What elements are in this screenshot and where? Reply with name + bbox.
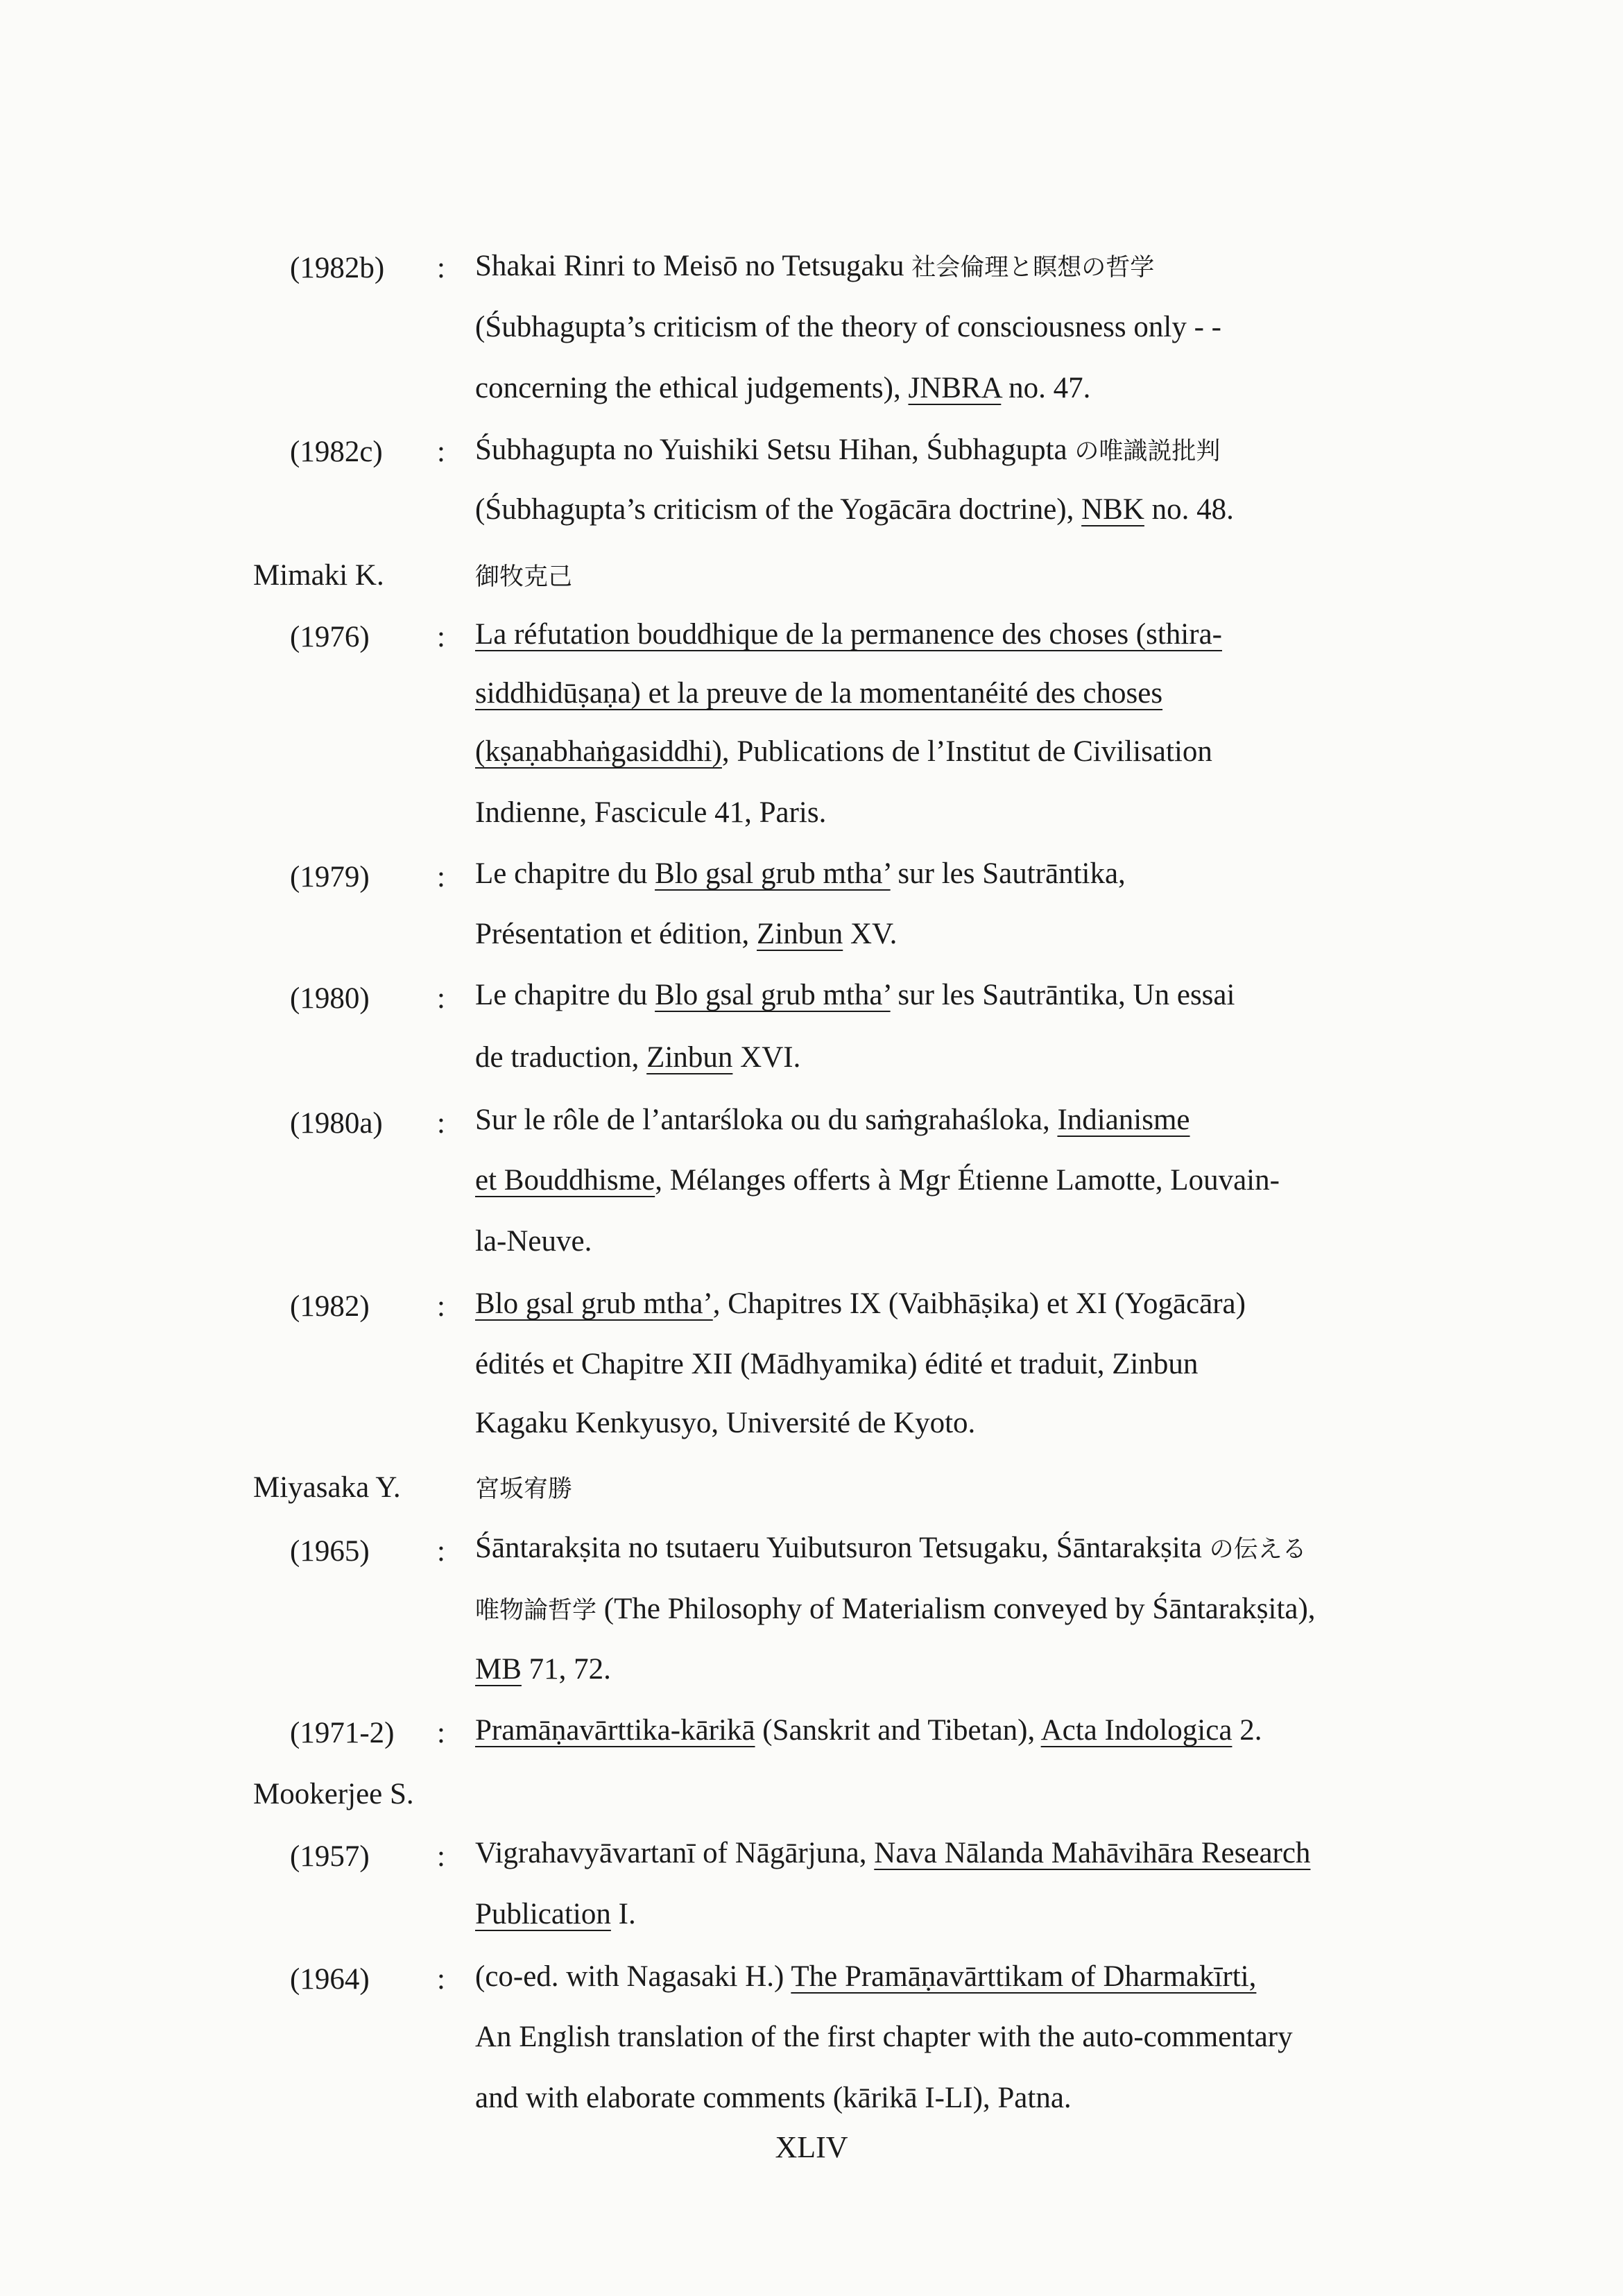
- entry-year: (1964): [290, 1963, 370, 1996]
- text-segment: no. 48.: [1144, 493, 1234, 526]
- japanese-text: の伝える: [1209, 1536, 1307, 1563]
- underlined-title: Zinbun: [646, 1041, 733, 1074]
- text-segment: Sur le rôle de l’antarśloka ou du saṁgrahaśloka,: [475, 1104, 1058, 1136]
- japanese-text: 社会倫理と瞑想の哲学: [911, 254, 1155, 282]
- entry-separator: :: [437, 621, 445, 653]
- japanese-text: 宮坂宥勝: [475, 1475, 573, 1503]
- entry-text-line: [475, 919, 897, 949]
- entry-year: (1980a): [290, 1107, 383, 1140]
- entry-text-line: [475, 980, 1235, 1010]
- entry-text-line: [475, 1473, 572, 1502]
- entry-text-line: [475, 495, 1234, 524]
- text-segment: 71, 72.: [521, 1653, 611, 1686]
- text-segment: (Sanskrit and Tibetan),: [755, 1714, 1041, 1747]
- text-segment: and with elaborate comments (kārikā I-LI), Patna.: [475, 2082, 1072, 2114]
- entry-separator: :: [437, 252, 445, 284]
- text-segment: 2.: [1232, 1714, 1262, 1747]
- underlined-title: Indianisme: [1057, 1104, 1190, 1136]
- underlined-title: La réfutation bouddhique de la permanence des choses (sthira-: [475, 618, 1222, 651]
- entry-text-line: [475, 1349, 1198, 1379]
- text-segment: An English translation of the first chapter with the auto-commentary: [475, 2021, 1293, 2053]
- text-segment: concerning the ethical judgements),: [475, 372, 909, 404]
- text-segment: (co-ed. with Nagasaki H.): [475, 1960, 791, 1993]
- entry-year: (1982b): [290, 252, 385, 284]
- underlined-title: NBK: [1081, 493, 1144, 526]
- entry-text-line: [475, 619, 1222, 649]
- text-segment: (Śubhagupta’s criticism of the Yogācāra doctrine),: [475, 493, 1082, 526]
- entry-year: (1976): [290, 621, 370, 653]
- entry-year: (1965): [290, 1535, 370, 1568]
- text-segment: de traduction,: [475, 1041, 647, 1074]
- underlined-title: Blo gsal grub mtha’: [655, 979, 891, 1011]
- entry-text-line: [475, 2083, 1072, 2113]
- entry-separator: :: [437, 1107, 445, 1140]
- entry-year: (1982): [290, 1290, 370, 1323]
- text-segment: sur les Sautrāntika,: [890, 857, 1126, 890]
- entry-year: (1971-2): [290, 1717, 395, 1749]
- entry-text-line: [475, 1715, 1262, 1745]
- entry-text-line: [475, 1594, 1316, 1624]
- text-segment: édités et Chapitre XII (Mādhyamika) édité et traduit, Zinbun: [475, 1348, 1199, 1380]
- entry-year: (1982c): [290, 436, 383, 468]
- japanese-text: 唯物論哲学: [475, 1597, 597, 1625]
- entry-separator: :: [437, 1840, 445, 1873]
- entry-text-line: [475, 1962, 1256, 1991]
- entry-year: (1980): [290, 982, 370, 1015]
- entry-text-line: [475, 1899, 636, 1929]
- underlined-title: (kṣaṇabhaṅgasiddhi): [475, 735, 722, 768]
- text-segment: sur les Sautrāntika, Un essai: [890, 979, 1235, 1011]
- underlined-title: Nava Nālanda Mahāvihāra Research: [874, 1837, 1311, 1869]
- entry-text-line: [475, 1165, 1280, 1195]
- entry-text-line: [475, 251, 1154, 281]
- text-segment: la-Neuve.: [475, 1225, 592, 1258]
- text-segment: no. 47.: [1001, 372, 1091, 404]
- text-segment: Śubhagupta no Yuishiki Setsu Hihan, Śubhagupta: [475, 434, 1075, 466]
- entry-text-line: [475, 435, 1220, 465]
- underlined-title: et Bouddhisme: [475, 1164, 655, 1197]
- entry-text-line: [475, 2022, 1293, 2052]
- underlined-title: Blo gsal grub mtha’: [655, 857, 891, 890]
- entry-author: Mimaki K.: [253, 559, 384, 592]
- text-segment: , Mélanges offerts à Mgr Étienne Lamotte, Louvain-: [655, 1164, 1280, 1197]
- text-segment: XVI.: [732, 1041, 801, 1074]
- text-segment: , Chapitres IX (Vaibhāṣika) et XI (Yogācāra): [712, 1287, 1246, 1320]
- text-segment: , Publications de l’Institut de Civilisation: [721, 735, 1212, 768]
- entry-text-line: [475, 312, 1221, 342]
- text-segment: Kagaku Kenkyusyo, Université de Kyoto.: [475, 1407, 976, 1439]
- text-segment: I.: [610, 1898, 636, 1930]
- text-segment: XV.: [843, 918, 898, 950]
- entry-text-line: [475, 1289, 1246, 1319]
- text-segment: (The Philosophy of Materialism conveyed by Śāntarakṣita),: [596, 1593, 1316, 1625]
- underlined-title: Blo gsal grub mtha’: [475, 1287, 713, 1320]
- underlined-title: MB: [475, 1653, 522, 1686]
- entry-year: (1957): [290, 1840, 370, 1873]
- entry-text-line: [475, 1654, 611, 1684]
- entry-text-line: [475, 678, 1162, 708]
- text-segment: Indienne, Fascicule 41, Paris.: [475, 796, 827, 829]
- entry-separator: :: [437, 982, 445, 1015]
- text-segment: Présentation et édition,: [475, 918, 757, 950]
- entry-separator: :: [437, 1290, 445, 1323]
- entry-separator: :: [437, 1963, 445, 1996]
- entry-author: Mookerjee S.: [253, 1778, 414, 1810]
- underlined-title: Pramāṇavārttika-kārikā: [475, 1714, 755, 1747]
- entry-text-line: [475, 737, 1212, 766]
- entry-text-line: [475, 859, 1126, 889]
- entry-text-line: [475, 560, 572, 590]
- entry-text-line: [475, 798, 826, 828]
- text-segment: Le chapitre du: [475, 979, 655, 1011]
- entry-separator: :: [437, 861, 445, 893]
- page-number: XLIV: [775, 2130, 848, 2164]
- entry-separator: :: [437, 436, 445, 468]
- entry-text-line: [475, 1838, 1310, 1868]
- entry-text-line: [475, 1043, 800, 1072]
- entry-separator: :: [437, 1535, 445, 1568]
- underlined-title: Zinbun: [757, 918, 843, 950]
- entry-separator: :: [437, 1717, 445, 1749]
- entry-text-line: [475, 1533, 1307, 1563]
- entry-author: Miyasaka Y.: [253, 1471, 401, 1504]
- underlined-title: Acta Indologica: [1040, 1714, 1233, 1747]
- text-segment: Le chapitre du: [475, 857, 655, 890]
- text-segment: Vigrahavyāvartanī of Nāgārjuna,: [475, 1837, 875, 1869]
- entry-text-line: [475, 1408, 975, 1438]
- entry-year: (1979): [290, 861, 370, 893]
- text-segment: Shakai Rinri to Meisō no Tetsugaku: [475, 250, 912, 282]
- underlined-title: The Pramāṇavārttikam of Dharmakīrti,: [791, 1960, 1257, 1993]
- japanese-text: 御牧克己: [475, 563, 573, 591]
- entry-text-line: [475, 1226, 592, 1256]
- japanese-text: の唯識説批判: [1074, 438, 1221, 465]
- entry-text-line: [475, 1105, 1190, 1135]
- entry-text-line: [475, 373, 1090, 403]
- underlined-title: siddhidūṣaṇa) et la preuve de la momentanéité des choses: [475, 677, 1163, 710]
- text-segment: (Śubhagupta’s criticism of the theory of consciousness only - -: [475, 311, 1221, 343]
- underlined-title: JNBRA: [908, 372, 1002, 404]
- text-segment: Śāntarakṣita no tsutaeru Yuibutsuron Tetsugaku, Śāntarakṣita: [475, 1532, 1210, 1564]
- underlined-title: Publication: [475, 1898, 611, 1930]
